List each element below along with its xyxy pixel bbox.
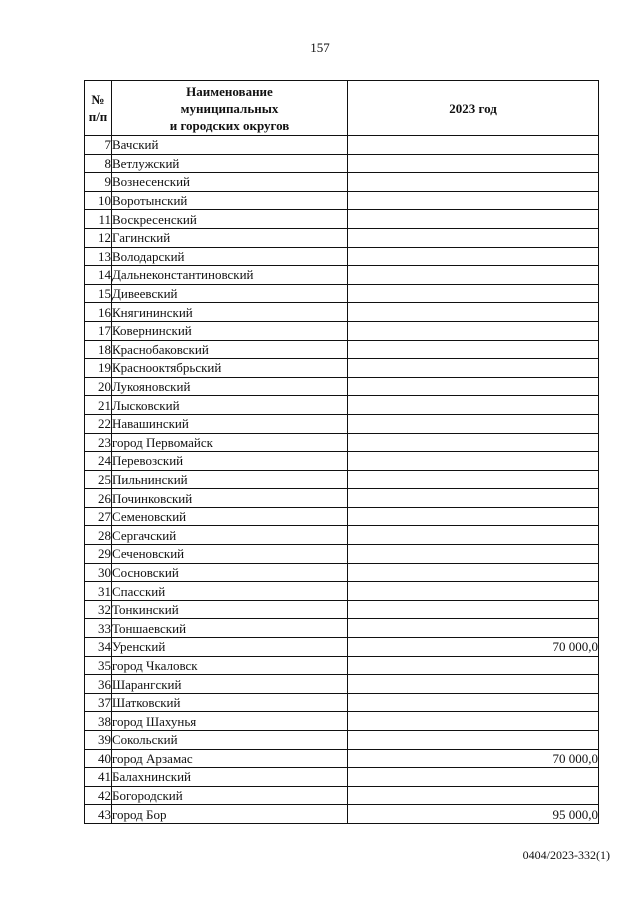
- year-2023-value: [348, 452, 599, 471]
- year-2023-value: 95 000,0: [348, 805, 599, 824]
- district-name: Вознесенский: [112, 173, 348, 192]
- table-row: [85, 321, 599, 340]
- row-number: 31: [85, 582, 112, 601]
- row-number: 30: [85, 563, 112, 582]
- table-row: [85, 173, 599, 192]
- district-name: Богородский: [112, 786, 348, 805]
- header-year: [348, 81, 599, 136]
- district-name: Балахнинский: [112, 768, 348, 787]
- year-2023-value: [348, 600, 599, 619]
- district-name: Шатковский: [112, 693, 348, 712]
- table-row: [85, 749, 599, 768]
- district-name: Семеновский: [112, 507, 348, 526]
- table-row: [85, 731, 599, 750]
- district-name: Перевозский: [112, 452, 348, 471]
- table-row: [85, 210, 599, 229]
- table-row: [85, 136, 599, 155]
- table-row: [85, 526, 599, 545]
- row-number: 14: [85, 266, 112, 285]
- district-name: Сеченовский: [112, 545, 348, 564]
- row-number: 28: [85, 526, 112, 545]
- row-number: 26: [85, 489, 112, 508]
- district-name: Починковский: [112, 489, 348, 508]
- row-number: 16: [85, 303, 112, 322]
- year-2023-value: [348, 656, 599, 675]
- district-name: Сосновский: [112, 563, 348, 582]
- table-row: [85, 154, 599, 173]
- year-2023-value: [348, 303, 599, 322]
- header-name: [112, 81, 348, 136]
- row-number: 20: [85, 377, 112, 396]
- year-2023-value: [348, 247, 599, 266]
- year-2023-value: [348, 619, 599, 638]
- year-2023-value: [348, 154, 599, 173]
- year-2023-value: [348, 340, 599, 359]
- row-number: 11: [85, 210, 112, 229]
- page-number: 157: [310, 40, 330, 55]
- table-row: [85, 638, 599, 657]
- district-name: Пильнинский: [112, 470, 348, 489]
- row-number: 43: [85, 805, 112, 824]
- table-row: [85, 191, 599, 210]
- table-row: [85, 470, 599, 489]
- year-2023-value: [348, 377, 599, 396]
- district-name: Дивеевский: [112, 284, 348, 303]
- district-name: Лысковский: [112, 396, 348, 415]
- row-number: 18: [85, 340, 112, 359]
- row-number: 10: [85, 191, 112, 210]
- district-name: Тоншаевский: [112, 619, 348, 638]
- district-name: город Чкаловск: [112, 656, 348, 675]
- table-row: [85, 545, 599, 564]
- header-number: [85, 81, 112, 136]
- table-row: [85, 693, 599, 712]
- year-2023-value: [348, 173, 599, 192]
- year-2023-value: [348, 768, 599, 787]
- row-number: 37: [85, 693, 112, 712]
- table-row: [85, 675, 599, 694]
- year-2023-value: [348, 396, 599, 415]
- year-2023-value: [348, 321, 599, 340]
- table-row: [85, 563, 599, 582]
- year-2023-value: [348, 414, 599, 433]
- municipal-districts-table: [84, 80, 599, 824]
- table-row: [85, 656, 599, 675]
- row-number: 21: [85, 396, 112, 415]
- district-name: Вачский: [112, 136, 348, 155]
- table-row: [85, 359, 599, 378]
- district-name: Навашинский: [112, 414, 348, 433]
- row-number: 42: [85, 786, 112, 805]
- header-number-line: п/п: [88, 109, 108, 124]
- district-name: Княгининский: [112, 303, 348, 322]
- year-2023-value: 70 000,0: [348, 638, 599, 657]
- row-number: 12: [85, 228, 112, 247]
- row-number: 13: [85, 247, 112, 266]
- document-code: 0404/2023-332(1): [522, 848, 610, 862]
- district-name: Краснобаковский: [112, 340, 348, 359]
- header-year-line: 2023 год: [449, 100, 497, 116]
- district-name: Спасский: [112, 582, 348, 601]
- row-number: 22: [85, 414, 112, 433]
- district-name: Краснооктябрьский: [112, 359, 348, 378]
- row-number: 15: [85, 284, 112, 303]
- year-2023-value: [348, 526, 599, 545]
- district-name: Володарский: [112, 247, 348, 266]
- year-2023-value: [348, 433, 599, 452]
- row-number: 39: [85, 731, 112, 750]
- year-2023-value: [348, 675, 599, 694]
- year-2023-value: [348, 712, 599, 731]
- year-2023-value: [348, 563, 599, 582]
- header-number-line: №: [91, 92, 105, 107]
- table-row: [85, 452, 599, 471]
- row-number: 17: [85, 321, 112, 340]
- row-number: 29: [85, 545, 112, 564]
- row-number: 24: [85, 452, 112, 471]
- table-row: [85, 768, 599, 787]
- table-row: [85, 266, 599, 285]
- year-2023-value: [348, 470, 599, 489]
- year-2023-value: [348, 266, 599, 285]
- year-2023-value: 70 000,0: [348, 749, 599, 768]
- header-name-line: и городских округов: [169, 117, 290, 133]
- row-number: 32: [85, 600, 112, 619]
- year-2023-value: [348, 228, 599, 247]
- table-row: [85, 303, 599, 322]
- table-row: [85, 489, 599, 508]
- table-row: [85, 340, 599, 359]
- district-name: Уренский: [112, 638, 348, 657]
- row-number: 23: [85, 433, 112, 452]
- district-name: Ветлужский: [112, 154, 348, 173]
- district-name: Сергачский: [112, 526, 348, 545]
- table-body: [85, 136, 599, 824]
- row-number: 40: [85, 749, 112, 768]
- year-2023-value: [348, 786, 599, 805]
- district-name: город Шахунья: [112, 712, 348, 731]
- header-row: [85, 81, 599, 136]
- table-row: [85, 712, 599, 731]
- year-2023-value: [348, 693, 599, 712]
- district-name: Шарангский: [112, 675, 348, 694]
- year-2023-value: [348, 489, 599, 508]
- table-row: [85, 619, 599, 638]
- district-name: Воротынский: [112, 191, 348, 210]
- row-number: 38: [85, 712, 112, 731]
- row-number: 36: [85, 675, 112, 694]
- row-number: 7: [85, 136, 112, 155]
- table-row: [85, 507, 599, 526]
- table-row: [85, 284, 599, 303]
- table-header: [85, 81, 599, 136]
- district-name: Тонкинский: [112, 600, 348, 619]
- table-row: [85, 433, 599, 452]
- table-container: [84, 80, 599, 824]
- district-name: город Арзамас: [112, 749, 348, 768]
- table-row: [85, 600, 599, 619]
- table-row: [85, 414, 599, 433]
- table-row: [85, 582, 599, 601]
- year-2023-value: [348, 507, 599, 526]
- year-2023-value: [348, 191, 599, 210]
- year-2023-value: [348, 284, 599, 303]
- row-number: 25: [85, 470, 112, 489]
- table-row: [85, 228, 599, 247]
- year-2023-value: [348, 210, 599, 229]
- row-number: 8: [85, 154, 112, 173]
- table-row: [85, 396, 599, 415]
- table-row: [85, 377, 599, 396]
- year-2023-value: [348, 731, 599, 750]
- table-row: [85, 247, 599, 266]
- district-name: город Бор: [112, 805, 348, 824]
- header-name-line: Наименование: [186, 83, 273, 99]
- row-number: 33: [85, 619, 112, 638]
- table-row: [85, 805, 599, 824]
- year-2023-value: [348, 359, 599, 378]
- year-2023-value: [348, 136, 599, 155]
- year-2023-value: [348, 545, 599, 564]
- row-number: 41: [85, 768, 112, 787]
- row-number: 35: [85, 656, 112, 675]
- row-number: 34: [85, 638, 112, 657]
- district-name: Дальнеконстантиновский: [112, 266, 348, 285]
- district-name: Сокольский: [112, 731, 348, 750]
- district-name: Лукояновский: [112, 377, 348, 396]
- district-name: Гагинский: [112, 228, 348, 247]
- row-number: 9: [85, 173, 112, 192]
- year-2023-value: [348, 582, 599, 601]
- row-number: 27: [85, 507, 112, 526]
- district-name: Воскресенский: [112, 210, 348, 229]
- row-number: 19: [85, 359, 112, 378]
- district-name: Ковернинский: [112, 321, 348, 340]
- header-name-line: муниципальных: [180, 100, 279, 116]
- district-name: город Первомайск: [112, 433, 348, 452]
- table-row: [85, 786, 599, 805]
